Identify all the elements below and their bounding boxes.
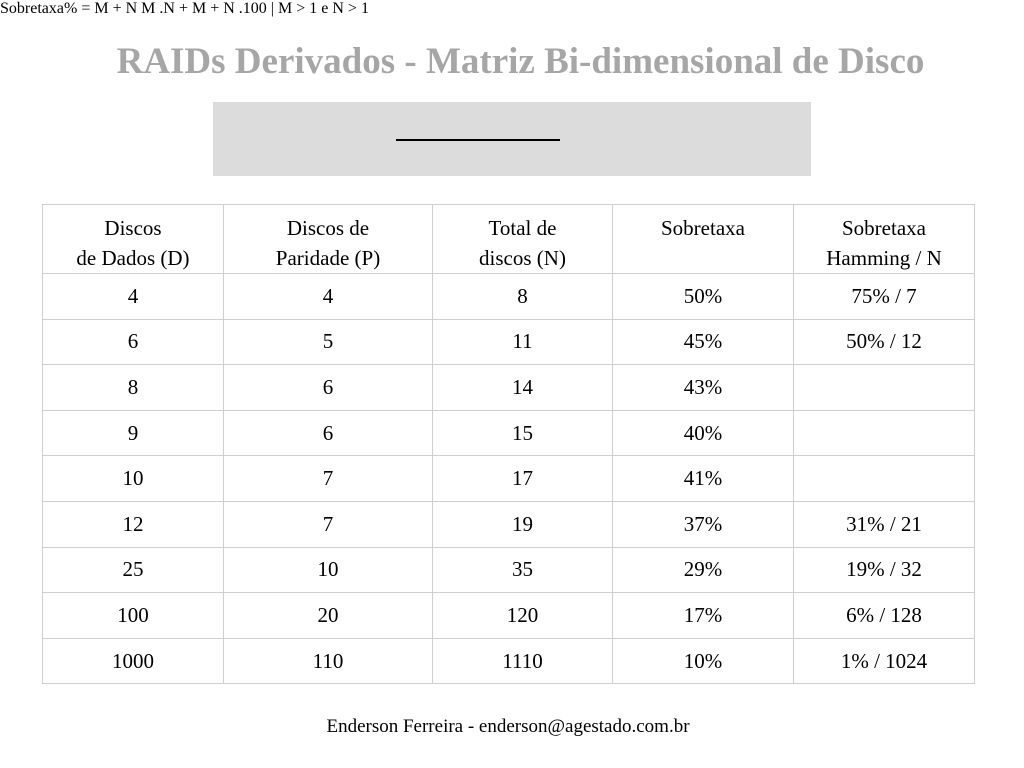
cell-data-disks: 6 <box>43 319 224 365</box>
cell-total-disks: 11 <box>433 319 613 365</box>
cell-overhead: 41% <box>613 456 794 502</box>
formula-numerator: M + N <box>94 0 138 17</box>
cell-parity-disks: 4 <box>224 274 433 320</box>
cell-parity-disks: 7 <box>224 501 433 547</box>
cell-overhead: 50% <box>613 274 794 320</box>
cell-parity-disks: 5 <box>224 319 433 365</box>
table-row <box>43 501 975 547</box>
condition-n-op: > <box>347 0 357 17</box>
formula-equals: = <box>81 0 91 17</box>
cell-data-disks: 1000 <box>43 638 224 684</box>
cell-data-disks: 4 <box>43 274 224 320</box>
cell-data-disks: 10 <box>43 456 224 502</box>
formula-separator: | <box>270 0 274 17</box>
condition-m-val: 1 <box>309 0 318 17</box>
condition-m-var: M <box>277 0 293 17</box>
cell-hamming-overhead: 19% / 32 <box>794 547 975 593</box>
cell-parity-disks: 6 <box>224 410 433 456</box>
cell-overhead: 43% <box>613 365 794 411</box>
cell-overhead: 40% <box>613 410 794 456</box>
table-row <box>43 593 975 639</box>
cell-data-disks: 25 <box>43 547 224 593</box>
table-row <box>43 274 975 320</box>
cell-data-disks: 100 <box>43 593 224 639</box>
cell-overhead: 37% <box>613 501 794 547</box>
condition-m-op: > <box>296 0 306 17</box>
cell-overhead: 10% <box>613 638 794 684</box>
condition-n-val: 1 <box>360 0 369 17</box>
header-total-disks: Total de discos (N) <box>433 205 613 274</box>
cell-hamming-overhead: 1% / 1024 <box>794 638 975 684</box>
formula-multiplier: .100 <box>238 0 267 17</box>
fraction-line <box>396 139 560 141</box>
cell-data-disks: 12 <box>43 501 224 547</box>
cell-total-disks: 15 <box>433 410 613 456</box>
cell-hamming-overhead: 50% / 12 <box>794 319 975 365</box>
header-hamming-overhead: Sobretaxa Hamming / N <box>794 205 975 274</box>
table-row <box>43 638 975 684</box>
cell-data-disks: 8 <box>43 365 224 411</box>
cell-hamming-overhead: 75% / 7 <box>794 274 975 320</box>
formula-denominator: M .N + M + N <box>141 0 235 17</box>
page-title: RAIDs Derivados - Matriz Bi-dimensional de Disco <box>116 41 925 82</box>
formula-lhs: Sobretaxa% <box>0 0 78 17</box>
cell-overhead: 17% <box>613 593 794 639</box>
header-parity-disks: Discos de Paridade (P) <box>224 205 433 274</box>
table-header-row <box>43 205 975 274</box>
cell-total-disks: 17 <box>433 456 613 502</box>
cell-data-disks: 9 <box>43 410 224 456</box>
cell-hamming-overhead: 31% / 21 <box>794 501 975 547</box>
cell-overhead: 29% <box>613 547 794 593</box>
table-row <box>43 319 975 365</box>
cell-parity-disks: 110 <box>224 638 433 684</box>
cell-hamming-overhead <box>794 410 975 456</box>
raid-overhead-table <box>42 204 975 684</box>
cell-parity-disks: 20 <box>224 593 433 639</box>
condition-n-var: N <box>332 0 344 17</box>
header-overhead: Sobretaxa <box>613 205 794 274</box>
header-data-disks: Discos de Dados (D) <box>43 205 224 274</box>
cell-total-disks: 14 <box>433 365 613 411</box>
table-row <box>43 410 975 456</box>
cell-parity-disks: 6 <box>224 365 433 411</box>
cell-overhead: 45% <box>613 319 794 365</box>
cell-total-disks: 120 <box>433 593 613 639</box>
cell-hamming-overhead: 6% / 128 <box>794 593 975 639</box>
footer-author: Enderson Ferreira - enderson@agestado.com.br <box>326 716 690 737</box>
cell-total-disks: 8 <box>433 274 613 320</box>
cell-parity-disks: 10 <box>224 547 433 593</box>
cell-hamming-overhead <box>794 365 975 411</box>
condition-conjunction: e <box>321 0 329 17</box>
formula-box <box>0 0 1024 18</box>
cell-total-disks: 19 <box>433 501 613 547</box>
table-row <box>43 547 975 593</box>
table-row <box>43 365 975 411</box>
table-row <box>43 456 975 502</box>
cell-hamming-overhead <box>794 456 975 502</box>
cell-total-disks: 35 <box>433 547 613 593</box>
cell-total-disks: 1110 <box>433 638 613 684</box>
cell-parity-disks: 7 <box>224 456 433 502</box>
